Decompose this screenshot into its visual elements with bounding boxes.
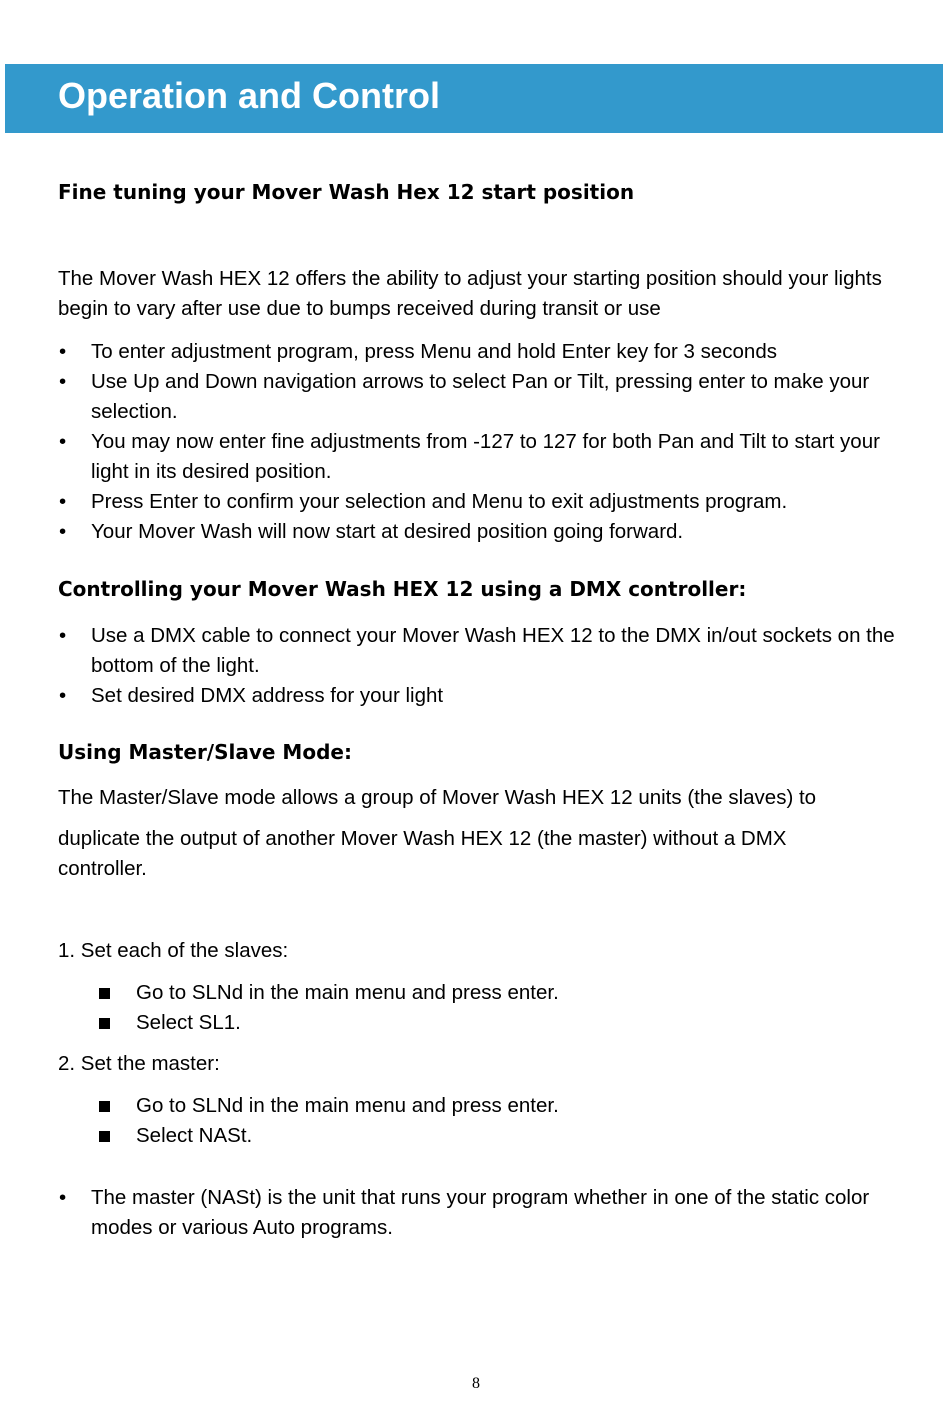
fine-tuning-steps: [58, 337, 908, 547]
list-item: Go to SLNd in the main menu and press enter.: [98, 978, 898, 1008]
list-item: • Use a DMX cable to connect your Mover Wash HEX 12 to the DMX in/out sockets on the bottom of the light.: [58, 621, 908, 681]
list-item: • Press Enter to confirm your selection and Menu to exit adjustments program.: [58, 487, 908, 517]
dmx-steps: [58, 621, 908, 711]
list-item: • You may now enter fine adjustments from -127 to 127 for both Pan and Tilt to start your light in its desired position.: [58, 427, 908, 487]
step1-label: 1. Set each of the slaves:: [58, 939, 289, 962]
step2-items: [98, 1091, 898, 1151]
master-note-list: [58, 1183, 908, 1243]
list-item: • The master (NASt) is the unit that runs your program whether in one of the static color modes or various Auto programs.: [58, 1183, 908, 1243]
list-item: Select SL1.: [98, 1008, 898, 1038]
heading-dmx-control: Controlling your Mover Wash HEX 12 using a DMX controller:: [58, 577, 747, 601]
page-number: 8: [472, 1375, 480, 1392]
list-item: Select NASt.: [98, 1121, 898, 1151]
section-banner: [5, 64, 943, 133]
heading-master-slave: Using Master/Slave Mode:: [58, 740, 352, 764]
step2-label: 2. Set the master:: [58, 1052, 220, 1075]
list-item: • To enter adjustment program, press Menu and hold Enter key for 3 seconds: [58, 337, 908, 367]
list-item: • Use Up and Down navigation arrows to select Pan or Tilt, pressing enter to make your selection.: [58, 367, 908, 427]
page-title: Operation and Control: [58, 75, 440, 116]
master-slave-intro-line2: duplicate the output of another Mover Wash HEX 12 (the master) without a DMX controller.: [58, 827, 787, 880]
fine-tuning-intro: The Mover Wash HEX 12 offers the ability to adjust your starting position should your lights begin to vary after use due to bumps received during transit or use: [58, 267, 882, 320]
list-item: • Set desired DMX address for your light: [58, 681, 908, 711]
step1-items: [98, 978, 898, 1038]
list-item: Go to SLNd in the main menu and press enter.: [98, 1091, 898, 1121]
list-item: • Your Mover Wash will now start at desired position going forward.: [58, 517, 908, 547]
master-slave-intro-line1: The Master/Slave mode allows a group of Mover Wash HEX 12 units (the slaves) to: [58, 786, 817, 809]
heading-fine-tuning: Fine tuning your Mover Wash Hex 12 start position: [58, 180, 635, 204]
